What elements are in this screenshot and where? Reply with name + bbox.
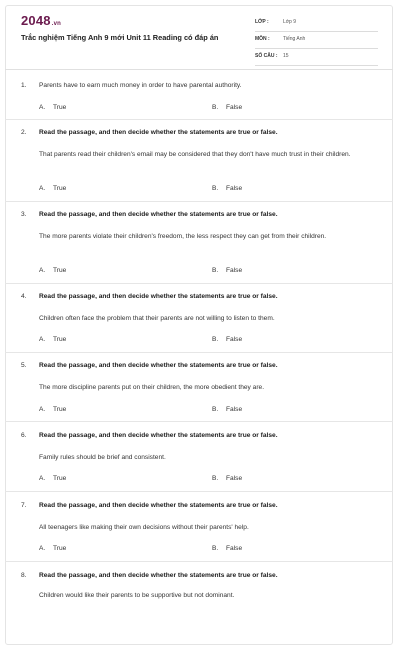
question-number: 8. bbox=[21, 572, 27, 579]
option-text: True bbox=[53, 336, 67, 343]
question-number: 7. bbox=[21, 502, 27, 509]
question-instruction: Read the passage, and then decide whether the statements are true or false. bbox=[39, 293, 278, 300]
option-letter: B. bbox=[212, 104, 219, 111]
meta-info bbox=[255, 15, 378, 66]
option-a[interactable] bbox=[39, 185, 66, 192]
question-number: 4. bbox=[21, 293, 27, 300]
question-statement: All teenagers like making their own decisions without their parents' help. bbox=[39, 524, 249, 531]
meta-class-row bbox=[255, 15, 378, 32]
option-letter: A. bbox=[39, 475, 46, 482]
question-divider bbox=[5, 561, 393, 562]
question-number: 3. bbox=[21, 211, 27, 218]
option-letter: B. bbox=[212, 545, 219, 552]
question-number: 1. bbox=[21, 82, 27, 89]
question-instruction: Read the passage, and then decide whether the statements are true or false. bbox=[39, 502, 278, 509]
site-logo[interactable] bbox=[21, 13, 61, 28]
option-a[interactable] bbox=[39, 545, 66, 552]
option-letter: A. bbox=[39, 185, 46, 192]
option-a[interactable] bbox=[39, 475, 66, 482]
option-b[interactable] bbox=[212, 406, 242, 413]
meta-count-row bbox=[255, 49, 378, 66]
meta-count-label: SỐ CÂU : bbox=[255, 53, 278, 59]
question-number: 2. bbox=[21, 129, 27, 136]
option-text: False bbox=[226, 475, 243, 482]
question-statement: The more discipline parents put on their children, the more obedient they are. bbox=[39, 384, 265, 391]
option-letter: B. bbox=[212, 475, 219, 482]
question-instruction: Read the passage, and then decide whether the statements are true or false. bbox=[39, 572, 278, 579]
option-letter: B. bbox=[212, 406, 219, 413]
meta-class-label: LỚP : bbox=[255, 19, 269, 25]
option-a[interactable] bbox=[39, 406, 66, 413]
question-divider bbox=[5, 352, 393, 353]
option-letter: A. bbox=[39, 406, 46, 413]
option-a[interactable] bbox=[39, 267, 66, 274]
question-divider bbox=[5, 491, 393, 492]
option-letter: B. bbox=[212, 267, 219, 274]
logo-main: 2048 bbox=[21, 13, 51, 28]
option-b[interactable] bbox=[212, 104, 242, 111]
document-title: Trắc nghiệm Tiếng Anh 9 mới Unit 11 Reading có đáp án bbox=[21, 33, 219, 42]
option-text: False bbox=[226, 545, 243, 552]
question-divider bbox=[5, 119, 393, 120]
option-text: False bbox=[226, 406, 243, 413]
option-text: True bbox=[53, 267, 67, 274]
option-b[interactable] bbox=[212, 185, 242, 192]
meta-class-value: Lớp 9 bbox=[283, 19, 297, 25]
logo-suffix: .vn bbox=[51, 21, 62, 27]
option-a[interactable] bbox=[39, 104, 66, 111]
option-text: True bbox=[53, 185, 67, 192]
question-statement: Children often face the problem that their parents are not willing to listen to them. bbox=[39, 315, 275, 322]
option-a[interactable] bbox=[39, 336, 66, 343]
option-text: True bbox=[53, 475, 67, 482]
option-text: False bbox=[226, 104, 243, 111]
option-letter: A. bbox=[39, 104, 46, 111]
option-b[interactable] bbox=[212, 475, 242, 482]
meta-subject-value: Tiếng Anh bbox=[283, 36, 306, 42]
question-instruction: Read the passage, and then decide whether the statements are true or false. bbox=[39, 211, 278, 218]
option-letter: B. bbox=[212, 185, 219, 192]
option-letter: A. bbox=[39, 545, 46, 552]
option-text: True bbox=[53, 104, 67, 111]
question-statement: Children would like their parents to be supportive but not dominant. bbox=[39, 592, 235, 599]
option-text: False bbox=[226, 185, 243, 192]
option-b[interactable] bbox=[212, 545, 242, 552]
option-text: False bbox=[226, 267, 243, 274]
meta-count-value: 15 bbox=[283, 53, 289, 59]
meta-subject-row bbox=[255, 32, 378, 49]
question-instruction: Read the passage, and then decide whether the statements are true or false. bbox=[39, 432, 278, 439]
option-b[interactable] bbox=[212, 267, 242, 274]
option-text: True bbox=[53, 406, 67, 413]
question-statement: The more parents violate their children's freedom, the less respect they can get from their children. bbox=[39, 233, 327, 240]
option-b[interactable] bbox=[212, 336, 242, 343]
question-number: 5. bbox=[21, 362, 27, 369]
option-letter: A. bbox=[39, 267, 46, 274]
document-header bbox=[0, 0, 400, 70]
option-text: False bbox=[226, 336, 243, 343]
option-letter: B. bbox=[212, 336, 219, 343]
question-divider bbox=[5, 201, 393, 202]
header-divider bbox=[5, 69, 393, 70]
question-statement: Parents have to earn much money in order to have parental authority. bbox=[39, 82, 242, 89]
question-statement: That parents read their children's email may be considered that they don't have much trust in their children. bbox=[39, 151, 351, 158]
meta-subject-label: MÔN : bbox=[255, 36, 270, 42]
question-number: 6. bbox=[21, 432, 27, 439]
question-statement: Family rules should be brief and consistent. bbox=[39, 454, 166, 461]
option-text: True bbox=[53, 545, 67, 552]
question-instruction: Read the passage, and then decide whether the statements are true or false. bbox=[39, 129, 278, 136]
option-letter: A. bbox=[39, 336, 46, 343]
question-divider bbox=[5, 283, 393, 284]
question-instruction: Read the passage, and then decide whether the statements are true or false. bbox=[39, 362, 278, 369]
question-divider bbox=[5, 421, 393, 422]
